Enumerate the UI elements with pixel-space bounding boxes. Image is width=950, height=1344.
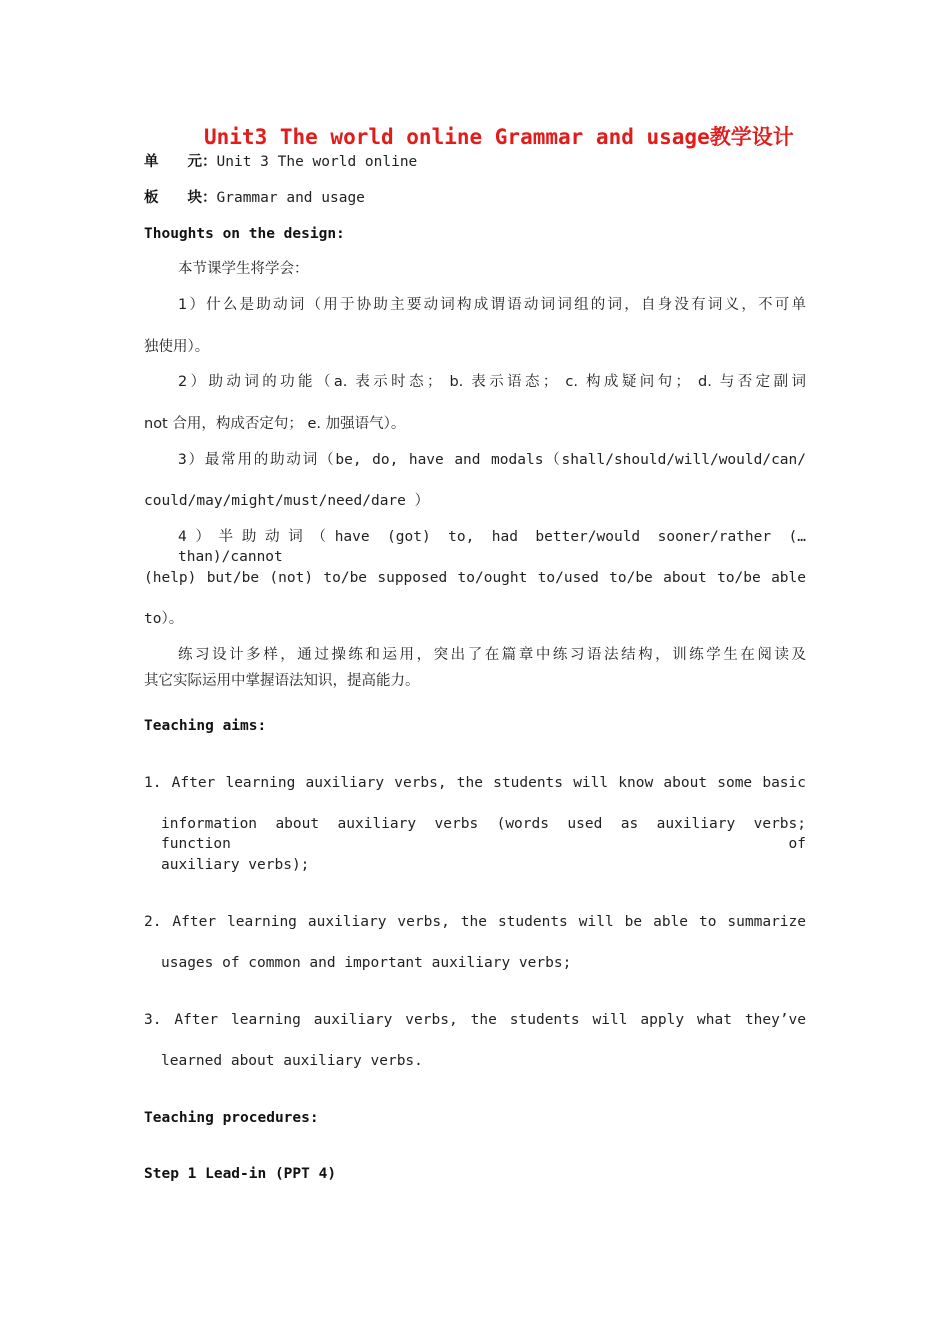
design-point-4-line-2: (help) but/be (not) to/be supposed to/ought to/used to/be about to/be able	[144, 570, 806, 586]
design-practice-line-1: 练习设计多样，通过操练和运用，突出了在篇章中练习语法结构，训练学生在阅读及	[178, 647, 806, 663]
design-practice-line-2: 其它实际运用中掌握语法知识，提高能力。	[144, 673, 420, 689]
module-row	[144, 188, 365, 208]
aim-3-line-1: 3. After learning auxiliary verbs, the students will apply what they’ve	[144, 1012, 806, 1028]
step-1-heading: Step 1 Lead-in (PPT 4)	[144, 1166, 337, 1182]
module-value: Grammar and usage	[216, 190, 365, 206]
design-point-1-line-2: 独使用）。	[144, 339, 210, 355]
unit-value: Unit 3 The world online	[216, 154, 418, 170]
module-label: 板 块：	[144, 190, 217, 206]
aim-2-line-1: 2. After learning auxiliary verbs, the students will be able to summarize	[144, 914, 806, 930]
design-point-4-line-1: 4）半助动词（have (got) to, had better/would sooner/rather (… than)/cannot	[178, 529, 806, 565]
design-point-3-line-1: 3）最常用的助动词（be, do, have and modals（shall/should/will/would/can/	[178, 452, 806, 468]
procedures-heading: Teaching procedures:	[144, 1110, 319, 1126]
aim-1-line-1: 1. After learning auxiliary verbs, the students will know about some basic	[144, 775, 806, 791]
aim-3-line-2: learned about auxiliary verbs.	[161, 1053, 423, 1069]
design-point-3-line-2: could/may/might/must/need/dare ）	[144, 493, 430, 509]
document-title: Unit3 The world online Grammar and usage教学设计	[204, 125, 794, 149]
unit-label: 单 元：	[144, 154, 217, 170]
aim-2-line-2: usages of common and important auxiliary verbs;	[161, 955, 572, 971]
design-point-2-line-2: not 合用，构成否定句； e. 加强语气）。	[144, 416, 406, 432]
design-heading: Thoughts on the design:	[144, 226, 345, 242]
design-point-4-line-3: to）。	[144, 611, 184, 627]
aims-heading: Teaching aims:	[144, 718, 267, 734]
aim-1-line-2: information about auxiliary verbs (words used as auxiliary verbs; function of	[161, 816, 806, 852]
design-intro: 本节课学生将学会：	[178, 261, 309, 277]
unit-row	[144, 152, 417, 172]
design-point-1-line-1: 1）什么是助动词（用于协助主要动词构成谓语动词词组的词，自身没有词义，不可单	[178, 297, 806, 313]
design-point-2-line-1: 2）助动词的功能（a. 表示时态； b. 表示语态； c. 构成疑问句； d. 与否定副词	[178, 374, 806, 390]
aim-1-line-3: auxiliary verbs);	[161, 857, 310, 873]
